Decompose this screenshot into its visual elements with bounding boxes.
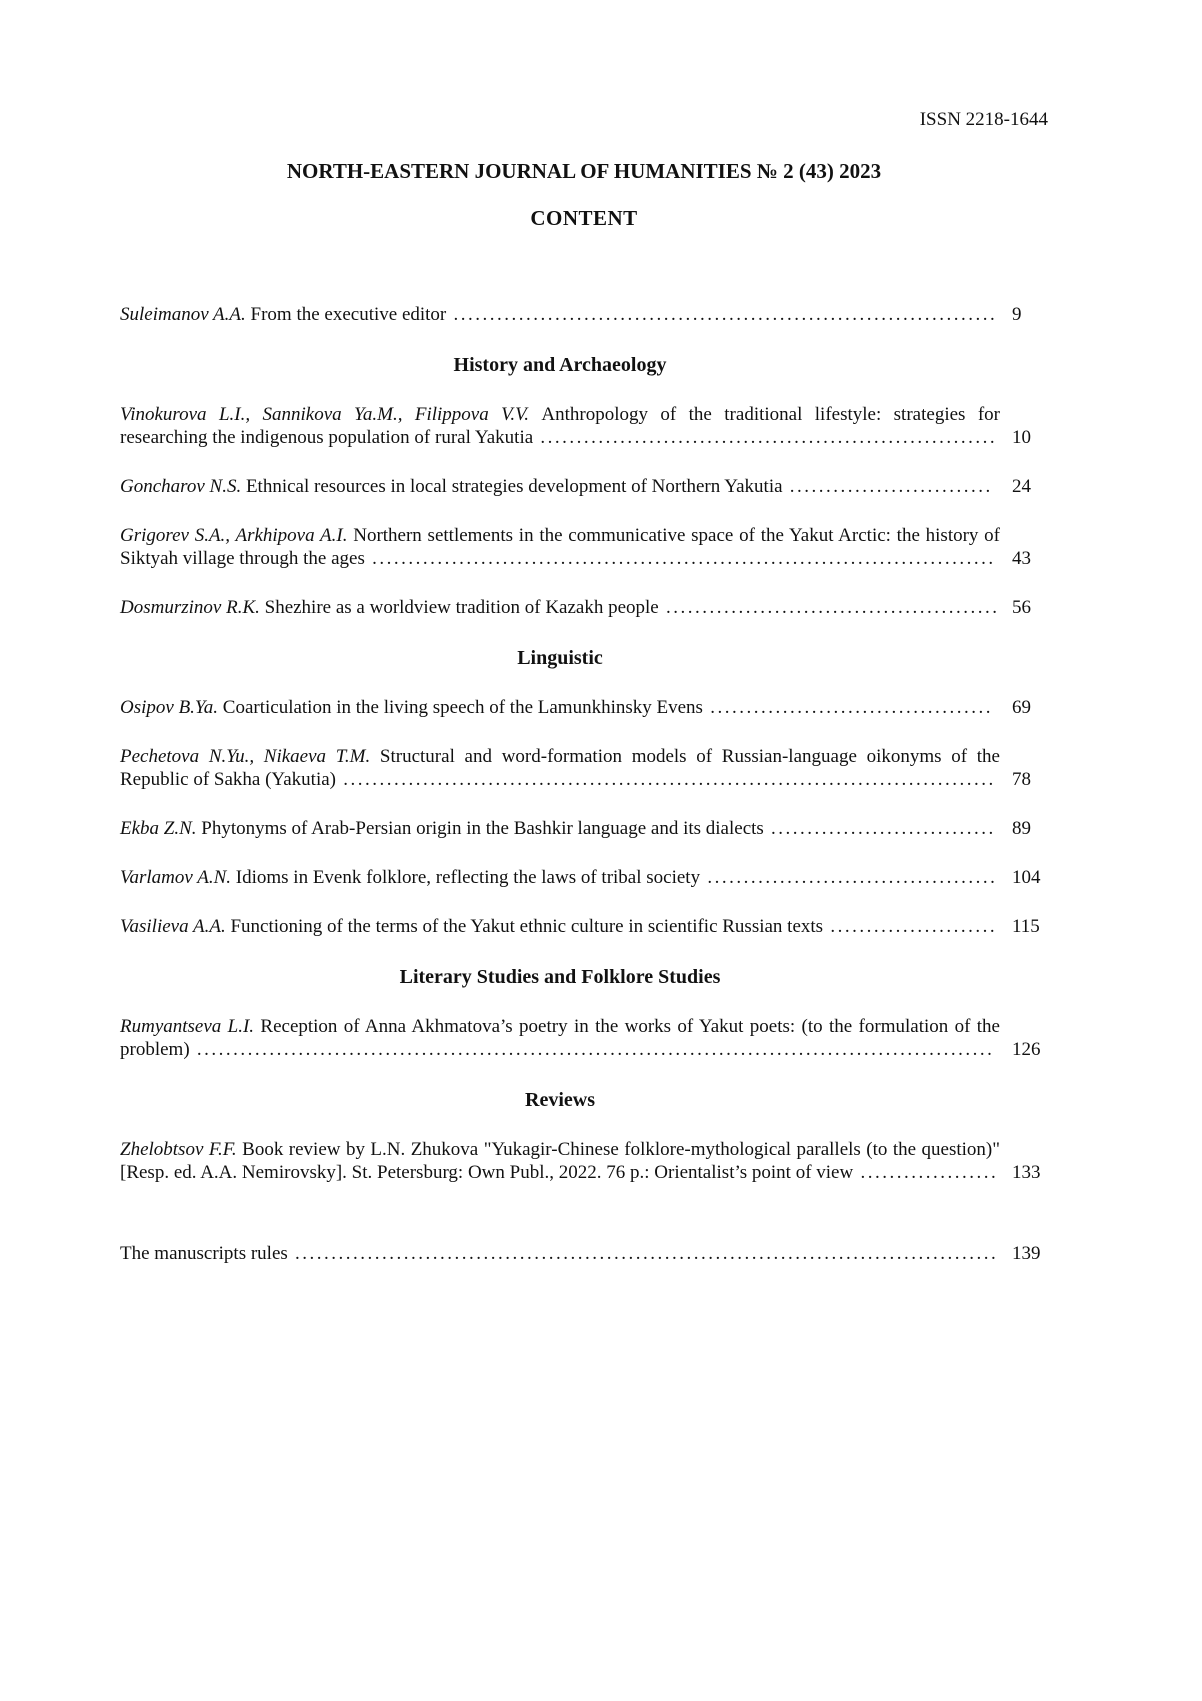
entry-title: Book review by L.N. Zhukova "Yukagir-Chinese folklore-mythological parallels (to the question)" [Resp. ed. A.A. Nemirovsky]. St. Petersburg: Own Publ., 2022. 76 p.: Orientalist’s point of view bbox=[120, 1139, 1000, 1183]
toc-entry bbox=[120, 1138, 1048, 1184]
entry-title: From the executive editor bbox=[250, 304, 447, 325]
issn-label: ISSN 2218-1644 bbox=[919, 109, 1048, 130]
entry-authors: Osipov B.Ya. bbox=[120, 697, 223, 718]
entry-text bbox=[120, 696, 1000, 719]
toc-entry bbox=[120, 475, 1048, 498]
toc-section bbox=[120, 1087, 1048, 1184]
entry-title: Structural and word-formation models of Russian-language oikonyms of the Republic of Sakha (Yakutia) bbox=[120, 746, 1000, 790]
entry-text bbox=[120, 866, 1000, 889]
entry-text bbox=[120, 915, 1000, 938]
entry-text bbox=[120, 596, 1000, 619]
dot-leader: .............................................. bbox=[658, 597, 1000, 618]
entry-text bbox=[120, 817, 1000, 840]
entry-title: Phytonyms of Arab-Persian origin in the Bashkir language and its dialects bbox=[201, 818, 764, 839]
dot-leader: ...................................................................................... bbox=[364, 548, 996, 569]
toc-entry bbox=[120, 696, 1048, 719]
dot-leader: ................... bbox=[853, 1162, 999, 1183]
toc-entry bbox=[120, 524, 1048, 570]
toc-entry bbox=[120, 403, 1048, 449]
entry-text bbox=[120, 745, 1000, 791]
entry-page-number: 78 bbox=[1012, 769, 1031, 790]
section-heading: History and Archaeology bbox=[453, 354, 667, 376]
section-heading: Literary Studies and Folklore Studies bbox=[399, 966, 721, 988]
section-heading: Reviews bbox=[525, 1089, 595, 1111]
entry-authors: Varlamov A.N. bbox=[120, 867, 236, 888]
entry-page-number: 139 bbox=[1012, 1243, 1041, 1264]
toc-entry bbox=[120, 596, 1048, 619]
entry-title: Reception of Anna Akhmatova’s poetry in the works of Yakut poets: (to the formulation of the problem) bbox=[120, 1016, 1000, 1060]
entry-title: Idioms in Evenk folklore, reflecting the laws of tribal society bbox=[235, 867, 701, 888]
entry-text bbox=[120, 1015, 1000, 1061]
journal-title: NORTH-EASTERN JOURNAL OF HUMANITIES № 2 (43) 2023 bbox=[286, 159, 882, 183]
dot-leader: ................................................................................................. bbox=[287, 1243, 999, 1264]
entry-title: The manuscripts rules bbox=[120, 1243, 288, 1264]
entry-text bbox=[120, 475, 1000, 498]
entry-text bbox=[120, 403, 1000, 449]
entry-authors: Dosmurzinov R.K. bbox=[120, 597, 265, 618]
entry-title: Coarticulation in the living speech of the Lamunkhinsky Evens bbox=[222, 697, 703, 718]
toc-section bbox=[120, 1242, 1048, 1265]
entry-page-number: 10 bbox=[1012, 427, 1031, 448]
dot-leader: ....................... bbox=[823, 916, 998, 937]
toc-section bbox=[120, 303, 1048, 326]
entry-page-number: 89 bbox=[1012, 818, 1031, 839]
dot-leader: .............................................................................................................. bbox=[189, 1039, 995, 1060]
entry-text bbox=[120, 524, 1000, 570]
entry-authors: Rumyantseva L.I. bbox=[120, 1016, 261, 1037]
entry-page-number: 104 bbox=[1012, 867, 1041, 888]
entry-authors: Suleimanov A.A. bbox=[120, 304, 251, 325]
section-heading: Linguistic bbox=[517, 647, 603, 669]
section-entries bbox=[120, 303, 1048, 326]
entry-authors: Zhelobtsov F.F. bbox=[120, 1139, 243, 1160]
dot-leader: ........................................................................... bbox=[446, 304, 998, 325]
toc-entry bbox=[120, 1015, 1048, 1061]
entry-text bbox=[120, 1138, 1000, 1184]
entry-authors: Pechetova N.Yu., Nikaeva T.M. bbox=[120, 746, 380, 767]
dot-leader: ............................................................... bbox=[533, 427, 998, 448]
section-entries bbox=[120, 1138, 1048, 1184]
entry-page-number: 9 bbox=[1012, 304, 1022, 325]
dot-leader: .......................................................................................... bbox=[336, 769, 996, 790]
section-entries bbox=[120, 696, 1048, 938]
entry-title: Northern settlements in the communicative space of the Yakut Arctic: the history of Siktyah village through the ages bbox=[120, 525, 1001, 569]
entry-text bbox=[120, 303, 1000, 326]
toc-entry bbox=[120, 915, 1048, 938]
section-entries bbox=[120, 1242, 1048, 1265]
toc-section bbox=[120, 645, 1048, 938]
toc-entry bbox=[120, 866, 1048, 889]
entry-page-number: 56 bbox=[1012, 597, 1031, 618]
toc bbox=[120, 303, 1048, 1265]
entry-authors: Vinokurova L.I., Sannikova Ya.M., Filippova V.V. bbox=[120, 404, 542, 425]
entry-title: Ethnical resources in local strategies development of Northern Yakutia bbox=[245, 476, 783, 497]
entry-page-number: 115 bbox=[1012, 916, 1040, 937]
toc-section bbox=[120, 964, 1048, 1061]
entry-title: Anthropology of the traditional lifestyle: strategies for researching the indigenous population of rural Yakutia bbox=[120, 404, 1000, 448]
entry-page-number: 126 bbox=[1012, 1039, 1041, 1060]
entry-page-number: 69 bbox=[1012, 697, 1031, 718]
entry-text bbox=[120, 1242, 1000, 1265]
entry-page-number: 43 bbox=[1012, 548, 1031, 569]
entry-page-number: 133 bbox=[1012, 1162, 1041, 1183]
section-entries bbox=[120, 403, 1048, 619]
toc-entry bbox=[120, 745, 1048, 791]
dot-leader: ............................... bbox=[763, 818, 996, 839]
toc-entry bbox=[120, 817, 1048, 840]
toc-entry bbox=[120, 303, 1048, 326]
entry-page-number: 24 bbox=[1012, 476, 1031, 497]
content-heading: CONTENT bbox=[530, 206, 638, 230]
dot-leader: ....................................... bbox=[702, 697, 993, 718]
entry-authors: Ekba Z.N. bbox=[120, 818, 202, 839]
entry-authors: Goncharov N.S. bbox=[120, 476, 246, 497]
entry-authors: Grigorev S.A., Arkhipova A.I. bbox=[120, 525, 354, 546]
toc-entry bbox=[120, 1242, 1048, 1265]
dot-leader: ............................ bbox=[782, 476, 993, 497]
toc-section bbox=[120, 352, 1048, 619]
entry-authors: Vasilieva A.A. bbox=[120, 916, 231, 937]
entry-title: Shezhire as a worldview tradition of Kazakh people bbox=[264, 597, 659, 618]
dot-leader: ........................................ bbox=[700, 867, 998, 888]
section-entries bbox=[120, 1015, 1048, 1061]
entry-title: Functioning of the terms of the Yakut ethnic culture in scientific Russian texts bbox=[230, 916, 824, 937]
